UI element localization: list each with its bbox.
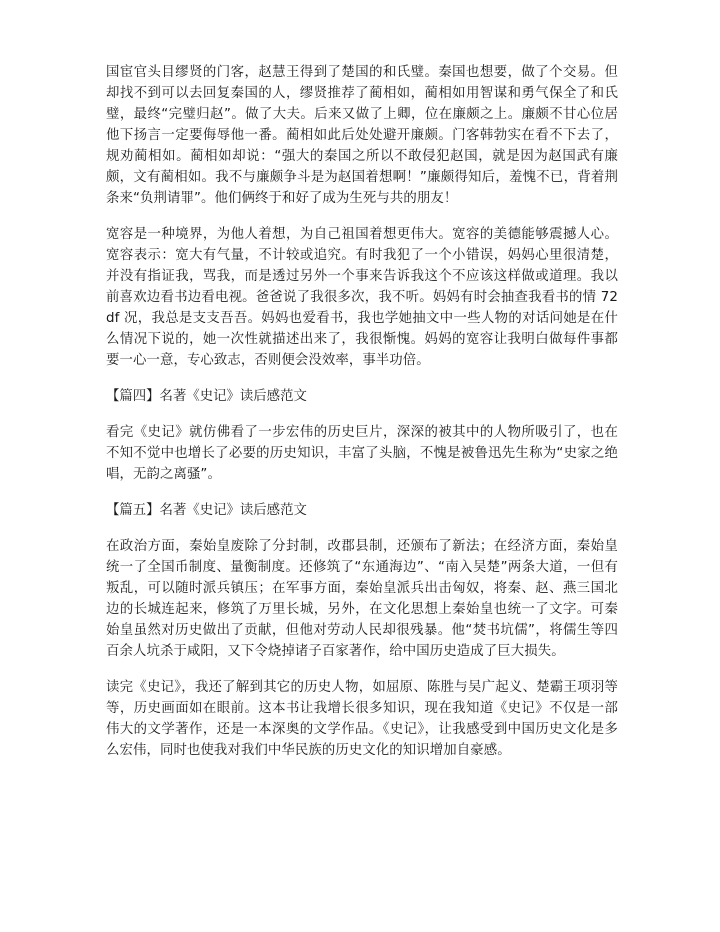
section-heading-part-four: 【篇四】名著《史记》读后感范文	[106, 389, 307, 404]
paragraph-qin-shihuang: 在政治方面，秦始皇废除了分封制，改郡县制，还颁布了新法；在经济方面，秦始皇统一了全国币制度、量衡制度。还修筑了“东通海边”、“南入吴楚”两条大道，一但有叛乱，可以随时派兵镇压；在军事方面，秦始皇派兵出击匈奴，将秦、赵、燕三国北边的长城连起来，修筑了万里长城，另外，在文化思想上秦始皇也统一了文字。可秦始皇虽然对历史做出了贡献，但他对劳动人民却很残暴。他“焚书坑儒”，将儒生等四百余人坑杀于咸阳，又下令烧掉诸子百家著作，给中国历史造成了巨大损失。	[106, 539, 618, 659]
section-heading-part-five: 【篇五】名著《史记》读后感范文	[106, 503, 307, 518]
paragraph-shiji-impression: 看完《史记》就仿佛看了一步宏伟的历史巨片，深深的被其中的人物所吸引了，也在不知不觉中也增长了必要的历史知识，丰富了头脑，不愧是被鲁迅先生称为“史家之绝唱，无韵之离骚”。	[106, 425, 618, 482]
paragraph-tolerance: 宽容是一种境界，为他人着想，为自己祖国着想更伟大。宽容的美德能够震撼人心。宽容表示：宽大有气量，不计较或追究。有时我犯了一个小错误，妈妈心里很清楚，并没有指证我，骂我，而是透过另外一个事来告诉我这个不应该这样做或道理。我以前喜欢边看书边看电视。爸爸说了我很多次，我不听。妈妈有时会抽查我看书的情 72df 况，我总是支支吾吾。妈妈也爱看书，我也学她抽文中一些人物的对话问她是在什么情况下说的，她一次性就描述出来了，我很惭愧。妈妈的宽容让我明白做每件事都要一心一意，专心致志，否则便会没效率，事半功倍。	[106, 227, 618, 368]
paragraph-conclusion: 读完《史记》，我还了解到其它的历史人物，如屈原、陈胜与吴广起义、楚霸王项羽等等，历史画面如在眼前。这本书让我增长很多知识，现在我知道《史记》不仅是一部伟大的文学著作，还是一本深奥的文学作品。《史记》，让我感受到中国历史文化是多么宏伟，同时也使我对我们中华民族的历史文化的知识增加自豪感。	[106, 680, 618, 758]
document-page	[106, 62, 618, 776]
paragraph-lin-xiangru-story: 国宦官头目缪贤的门客，赵慧王得到了楚国的和氏璧。秦国也想要，做了个交易。但却找不到可以去回复秦国的人，缪贤推荐了蔺相如，蔺相如用智谋和勇气保全了和氏璧，最终“完璧归赵”。做了大夫。后来又做了上卿，位在廉颇之上。廉颇不甘心位居他下扬言一定要侮辱他一番。蔺相如此后处处避开廉颇。门客韩勃实在看不下去了，规劝蔺相如。蔺相如却说：“强大的秦国之所以不敢侵犯赵国，就是因为赵国武有廉颇，文有蔺相如。我不与廉颇争斗是为赵国着想啊！”廉颇得知后，羞愧不已，背着荆条来“负荆请罪”。他们俩终于和好了成为生死与共的朋友！	[106, 65, 618, 206]
